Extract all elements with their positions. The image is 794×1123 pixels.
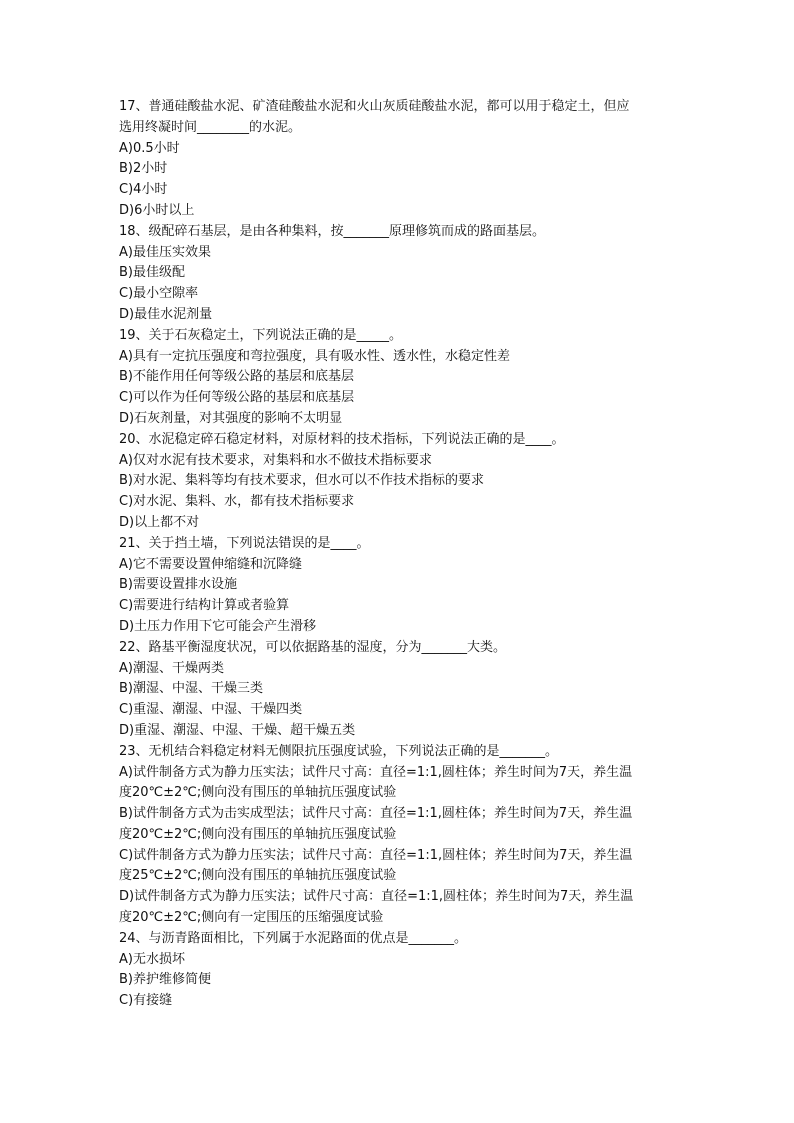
answer-option: D)石灰剂量，对其强度的影响不太明显	[119, 410, 343, 426]
question-block	[119, 742, 679, 929]
question-stem-line: 17、普通硅酸盐水泥、矿渣硅酸盐水泥和火山灰质硅酸盐水泥，都可以用于稳定土，但应	[119, 99, 630, 114]
answer-option: B)试件制备方式为击实成型法；试件尺寸高：直径=1:1,圆柱体；养生时间为7天，养生温 度20℃±2℃;侧向没有围压的单轴抗压强度试验	[119, 806, 633, 842]
answer-option: C)4小时	[119, 182, 168, 198]
question-stem-line: 21、关于挡土墙，下列说法错误的是____。	[119, 535, 370, 551]
question-block	[119, 97, 679, 222]
answer-option: A)它不需要设置伸缩缝和沉降缝	[119, 556, 302, 572]
question-block	[119, 638, 679, 742]
answer-option: B)需要设置排水设施	[119, 577, 237, 593]
question-stem-line: 19、关于石灰稳定土，下列说法正确的是_____。	[119, 327, 403, 343]
answer-option: B)不能作用任何等级公路的基层和底基层	[119, 369, 354, 385]
answer-option: C)需要进行结构计算或者验算	[119, 598, 290, 614]
answer-option: A)最佳压实效果	[119, 244, 211, 260]
answer-option: C)最小空隙率	[119, 286, 199, 302]
answer-option: B)潮湿、中湿、干燥三类	[119, 681, 263, 697]
question-stem-line: 18、级配碎石基层，是由各种集料，按_______原理修筑而成的路面基层。	[119, 223, 546, 239]
question-stem-line: 选用终凝时间________的水泥。	[119, 119, 302, 135]
answer-option: B)2小时	[119, 161, 168, 177]
answer-option: A)具有一定抗压强度和弯拉强度，具有吸水性、透水性，水稳定性差	[119, 348, 510, 364]
answer-option: D)6小时以上	[119, 202, 195, 218]
answer-option: A)0.5小时	[119, 140, 180, 156]
question-block	[119, 222, 679, 326]
question-stem-line: 24、与沥青路面相比，下列属于水泥路面的优点是_______。	[119, 930, 468, 946]
answer-option: B)养护维修简便	[119, 972, 211, 988]
answer-option: B)最佳级配	[119, 265, 185, 281]
answer-option: A)无水损坏	[119, 951, 185, 967]
answer-option: C)试件制备方式为静力压实法；试件尺寸高：直径=1:1,圆柱体；养生时间为7天，养生温 度25℃±2℃;侧向没有围压的单轴抗压强度试验	[119, 847, 633, 884]
answer-option: A)仅对水泥有技术要求，对集料和水不做技术指标要求	[119, 452, 432, 468]
answer-option: D)重湿、潮湿、中湿、干燥、超干燥五类	[119, 722, 356, 738]
question-block	[119, 430, 679, 534]
document-page	[119, 97, 679, 1012]
answer-option: A)潮湿、干燥两类	[119, 660, 224, 676]
answer-option: C)可以作为任何等级公路的基层和底基层	[119, 390, 355, 406]
answer-option: D)最佳水泥剂量	[119, 306, 213, 322]
answer-option: C)重湿、潮湿、中湿、干燥四类	[119, 702, 303, 718]
answer-option: C)有接缝	[119, 993, 173, 1009]
question-block	[119, 929, 679, 1012]
question-block	[119, 326, 679, 430]
answer-option: D)土压力作用下它可能会产生滑移	[119, 618, 317, 634]
question-stem-line: 20、水泥稳定碎石稳定材料，对原材料的技术指标，下列说法正确的是____。	[119, 431, 565, 447]
question-block	[119, 534, 679, 638]
answer-option: D)以上都不对	[119, 514, 200, 530]
question-stem-line: 23、无机结合料稳定材料无侧限抗压强度试验，下列说法正确的是_______。	[119, 743, 559, 759]
question-stem-line: 22、路基平衡湿度状况，可以依据路基的湿度，分为_______大类。	[119, 639, 507, 655]
answer-option: A)试件制备方式为静力压实法；试件尺寸高：直径=1:1,圆柱体；养生时间为7天，养生温 度20℃±2℃;侧向没有围压的单轴抗压强度试验	[119, 764, 633, 801]
answer-option: C)对水泥、集料、水，都有技术指标要求	[119, 494, 355, 510]
answer-option: D)试件制备方式为静力压实法；试件尺寸高：直径=1:1,圆柱体；养生时间为7天，养生温 度20℃±2℃;侧向有一定围压的压缩强度试验	[119, 889, 634, 926]
answer-option: B)对水泥、集料等均有技术要求，但水可以不作技术指标的要求	[119, 473, 484, 489]
